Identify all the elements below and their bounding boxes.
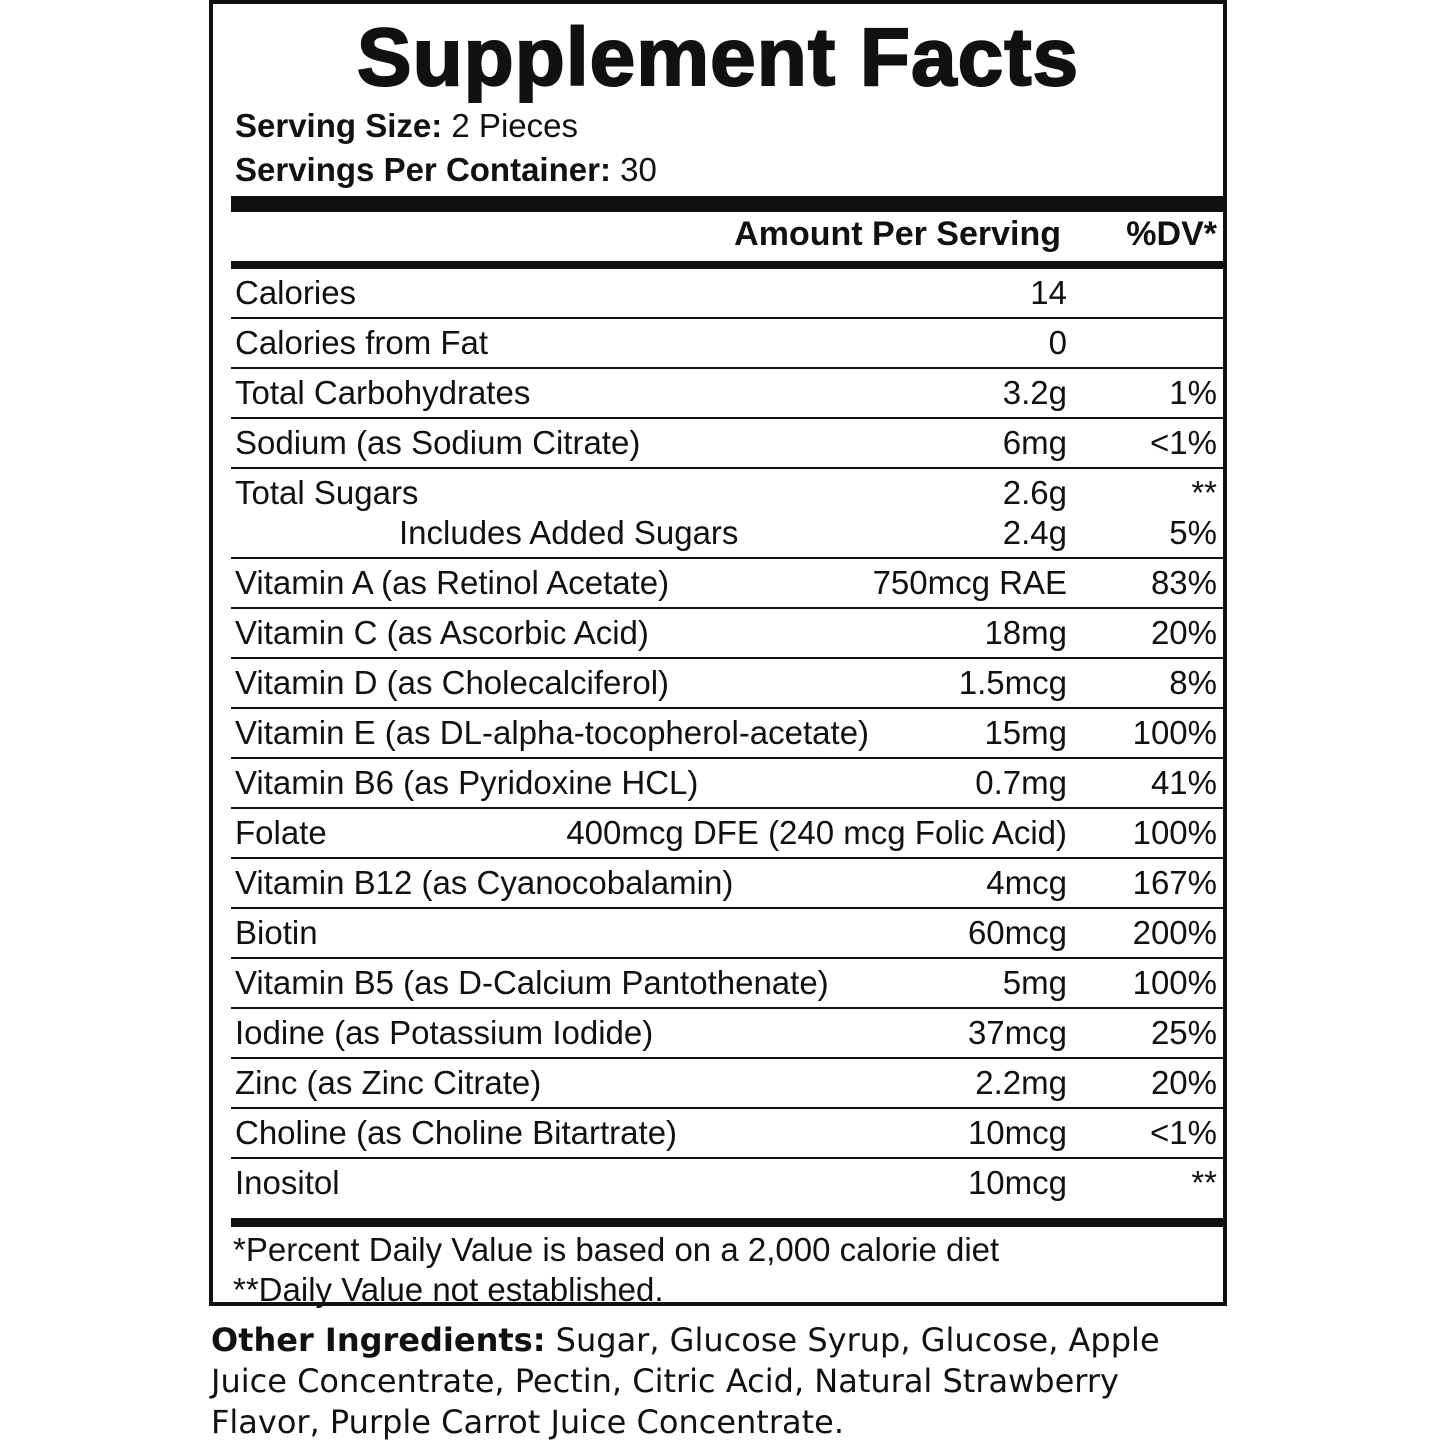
nutrient-amount: 750mcg RAE [872,564,1067,601]
nutrient-name: Calories from Fat [235,324,489,361]
nutrient-amount: 6mg [1002,424,1067,461]
supplement-facts-panel [209,0,1227,1306]
serving-size [235,106,578,146]
footnote-not-established: **Daily Value not established. [233,1271,664,1308]
nutrient-name: Total Sugars [235,474,419,511]
nutrient-name: Iodine (as Potassium Iodide) [235,1014,654,1051]
divider-thick-header [231,261,1227,269]
other-ingredients-label: Other Ingredients: [211,1321,546,1359]
nutrient-dv: 25% [1150,1014,1217,1051]
nutrient-dv: 200% [1132,914,1217,951]
nutrient-name: Biotin [235,914,318,951]
nutrient-name: Vitamin E (as DL-alpha-tocopherol-acetate) [235,714,870,751]
nutrient-amount: 5mg [1002,964,1067,1001]
nutrient-dv: 83% [1150,564,1217,601]
nutrient-name: Folate [235,814,327,851]
nutrient-name: Vitamin C (as Ascorbic Acid) [235,614,649,651]
divider-thick-top [231,196,1227,212]
nutrient-name: Vitamin B12 (as Cyanocobalamin) [235,864,734,901]
nutrient-dv: 167% [1132,864,1217,901]
footnote-dv: *Percent Daily Value is based on a 2,000 calorie diet [233,1231,1000,1268]
nutrient-name: Inositol [235,1164,340,1201]
table-row [231,709,1223,759]
servings-per-container-value: 30 [620,151,657,188]
nutrient-dv: 20% [1150,1064,1217,1101]
nutrient-dv: 8% [1169,664,1217,701]
table-row [231,559,1223,609]
nutrient-dv: 100% [1132,964,1217,1001]
table-row [231,269,1223,319]
serving-size-label: Serving Size: [235,107,443,144]
table-row [231,659,1223,709]
table-row [231,909,1223,959]
table-row [231,1009,1223,1059]
nutrient-amount: 2.6g [1002,474,1067,511]
sub-nutrient-name: Includes Added Sugars [399,514,739,551]
nutrient-amount: 1.5mcg [958,664,1067,701]
table-row [231,1159,1223,1209]
nutrient-amount: 3.2g [1002,374,1067,411]
table-row [231,809,1223,859]
table-row [231,319,1223,369]
nutrient-name: Vitamin A (as Retinol Acetate) [235,564,670,601]
nutrient-dv: 41% [1150,764,1217,801]
nutrient-name: Zinc (as Zinc Citrate) [235,1064,542,1101]
servings-per-container [235,150,657,190]
nutrient-amount: 4mcg [986,864,1067,901]
table-row [231,469,1223,559]
nutrient-amount: 0.7mg [975,764,1067,801]
nutrient-amount: 400mcg DFE (240 mcg Folic Acid) [566,814,1067,851]
nutrient-amount: 10mcg [967,1114,1067,1151]
table-row [231,419,1223,469]
nutrient-amount: 18mg [984,614,1067,651]
nutrient-amount: 14 [1030,274,1067,311]
nutrient-name: Choline (as Choline Bitartrate) [235,1114,678,1151]
nutrient-dv: 1% [1169,374,1217,411]
header-amount: Amount Per Serving [734,215,1061,253]
table-row [231,959,1223,1009]
nutrient-amount: 0 [1048,324,1067,361]
other-ingredients-text: Sugar, Glucose Syrup, Glucose, Apple Juice Concentrate, Pectin, Citric Acid, Natural Strawberry Flavor, Purple Carrot Juice Concentrate. [211,1321,1160,1441]
nutrient-name: Sodium (as Sodium Citrate) [235,424,641,461]
table-row [231,859,1223,909]
nutrient-dv: ** [1191,1164,1217,1201]
sub-nutrient-dv: 5% [1169,514,1217,551]
header-dv: %DV* [1126,215,1217,253]
nutrient-name: Vitamin B5 (as D-Calcium Pantothenate) [235,964,829,1001]
nutrient-dv: <1% [1150,1114,1217,1151]
nutrient-dv: ** [1191,474,1217,511]
nutrient-amount: 60mcg [967,914,1067,951]
nutrient-amount: 15mg [984,714,1067,751]
table-row [231,369,1223,419]
table-row [231,1109,1223,1159]
nutrient-amount: 2.2mg [975,1064,1067,1101]
nutrient-name: Vitamin B6 (as Pyridoxine HCL) [235,764,699,801]
nutrient-amount: 10mcg [967,1164,1067,1201]
table-row [231,609,1223,659]
nutrient-name: Total Carbohydrates [235,374,531,411]
servings-per-container-label: Servings Per Container: [235,151,611,188]
nutrient-amount: 37mcg [967,1014,1067,1051]
nutrient-name: Vitamin D (as Cholecalciferol) [235,664,670,701]
other-ingredients [211,1320,1211,1443]
divider-thick-bottom [231,1218,1227,1227]
serving-size-value: 2 Pieces [451,107,578,144]
panel-title: Supplement Facts [356,12,1080,103]
table-row [231,1059,1223,1109]
nutrient-name: Calories [235,274,357,311]
nutrient-dv: 20% [1150,614,1217,651]
table-row [231,759,1223,809]
nutrient-dv: 100% [1132,714,1217,751]
sub-nutrient-amount: 2.4g [1002,514,1067,551]
nutrient-dv: 100% [1132,814,1217,851]
nutrient-dv: <1% [1150,424,1217,461]
